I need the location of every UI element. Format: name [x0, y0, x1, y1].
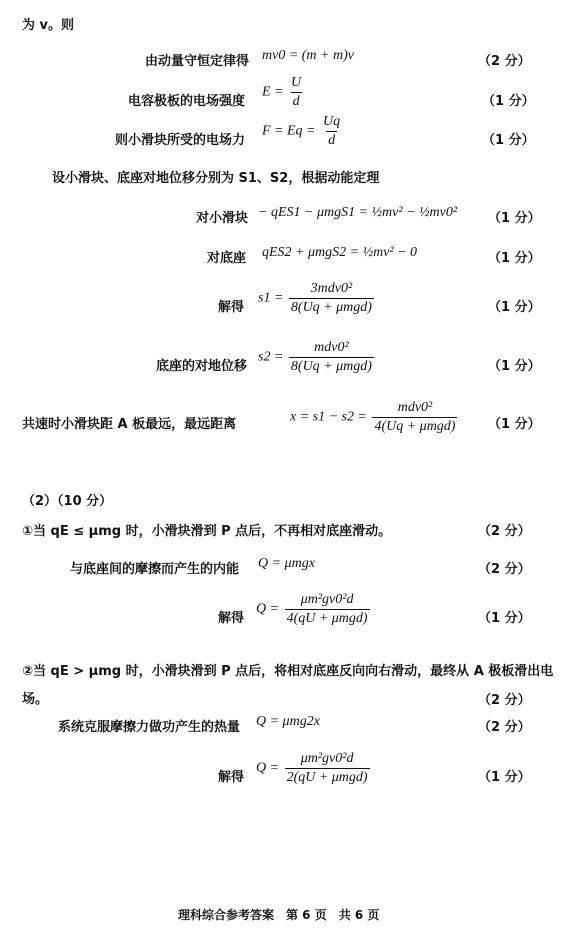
case2-line1: ②当 qE > μmg 时，小滑块滑到 P 点后，将相对底座反向向右滑动，最终从 A 极板滑出电: [22, 664, 554, 679]
solve3-formula: Q = $\frac{\text{μm²gv0²d}}{\text{2(qU + μmgd)}}$: [256, 751, 368, 785]
page-footer: 理科综合参考答案 第 6 页 共 6 页: [178, 908, 380, 922]
force-formula: F = Eq = $\frac{Uq}{d}$: [262, 114, 341, 148]
heat1-formula: Q = μmgx: [258, 556, 315, 571]
heat1-score: （2 分）: [478, 562, 531, 577]
solve3-label: 解得: [218, 770, 245, 785]
momentum-label: 由动量守恒定律得: [145, 54, 250, 69]
solve1-formula: s1 = $\frac{\text{3mdv0²}}{\text{8(Uq + μmgd)}}$: [258, 281, 372, 315]
heat2-score: （2 分）: [478, 720, 531, 735]
heat1-label: 与底座间的摩擦而产生的内能: [70, 562, 240, 577]
slider-label: 对小滑块: [196, 211, 249, 226]
momentum-formula: mv0 = (m + m)v: [262, 48, 354, 63]
disp-formula: s2 = $\frac{\text{mdv0²}}{\text{8(Uq + μmgd)}}$: [258, 340, 372, 374]
disp-label: 底座的对地位移: [156, 359, 248, 374]
solve2-formula: Q = $\frac{\text{μm²gv0²d}}{\text{4(qU + μmgd)}}$: [256, 592, 368, 626]
part2-heading: （2）（10 分）: [22, 494, 113, 509]
closest-label: 共速时小滑块距 A 板最远，最远距离: [22, 417, 237, 432]
solve1-score: （1 分）: [488, 300, 541, 315]
momentum-score: （2 分）: [478, 54, 531, 69]
heat2-label: 系统克服摩擦力做功产生的热量: [58, 720, 241, 735]
case2-line2: 场。: [22, 692, 49, 707]
closest-formula: x = s1 − s2 = $\frac{\text{mdv0²}}{\text{4(Uq + μmgd)}}$: [290, 400, 456, 434]
intro-text: 为 v。则: [22, 18, 75, 33]
solve2-label: 解得: [218, 611, 245, 626]
slider-score: （1 分）: [488, 211, 541, 226]
case2-score: （2 分）: [478, 693, 531, 708]
heat2-formula: Q = μmg2x: [256, 714, 320, 729]
solve2-score: （1 分）: [478, 611, 531, 626]
base-score: （1 分）: [488, 251, 541, 266]
case1-text: ①当 qE ≤ μmg 时，小滑块滑到 P 点后，不再相对底座滑动。: [22, 524, 392, 539]
disp-score: （1 分）: [488, 359, 541, 374]
base-formula: qES2 + μmgS2 = ½mv² − 0: [262, 245, 418, 260]
force-label: 则小滑块所受的电场力: [115, 133, 246, 148]
field-score: （1 分）: [482, 94, 535, 109]
solve1-label: 解得: [218, 300, 245, 315]
case1-score: （2 分）: [478, 524, 531, 539]
field-label: 电容极板的电场强度: [128, 94, 246, 109]
setup-text: 设小滑块、底座对地位移分别为 S1、S2，根据动能定理: [52, 171, 380, 186]
force-score: （1 分）: [482, 133, 535, 148]
closest-score: （1 分）: [488, 417, 541, 432]
slider-formula: − qES1 − μmgS1 = ½mv² − ½mv0²: [258, 205, 458, 220]
base-label: 对底座: [207, 251, 247, 266]
solve3-score: （1 分）: [478, 770, 531, 785]
field-formula: E = $\frac{U}{d}$: [262, 75, 302, 109]
